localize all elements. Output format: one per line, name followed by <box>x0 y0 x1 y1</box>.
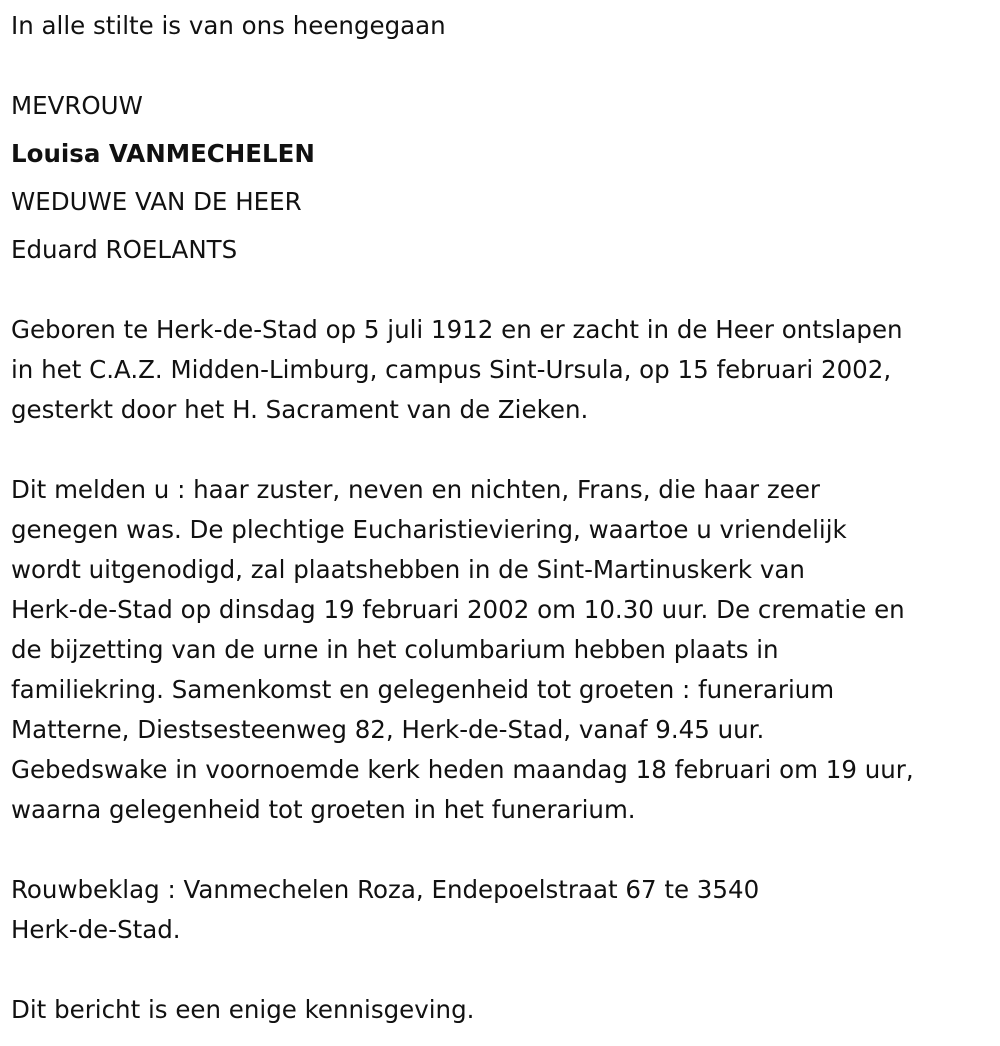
closing-text: Dit bericht is een enige kennisgeving. <box>11 995 475 1024</box>
title-prefix: MEVROUW <box>11 91 143 120</box>
intro-line: In alle stilte is van ons heengegaan <box>11 11 446 40</box>
mourning-paragraph <box>11 870 986 950</box>
announcement-paragraph <box>11 470 986 830</box>
paragraph-line: genegen was. De plechtige Eucharistieviering, waartoe u vriendelijk <box>11 515 847 544</box>
birth-paragraph <box>11 310 986 430</box>
relation-line: WEDUWE VAN DE HEER <box>11 187 302 216</box>
paragraph-line: de bijzetting van de urne in het columbarium hebben plaats in <box>11 635 779 664</box>
paragraph-line: gesterkt door het H. Sacrament van de Zieken. <box>11 395 589 424</box>
paragraph-line: Rouwbeklag : Vanmechelen Roza, Endepoelstraat 67 te 3540 <box>11 875 760 904</box>
paragraph-line: Matterne, Diestsesteenweg 82, Herk-de-Stad, vanaf 9.45 uur. <box>11 715 765 744</box>
paragraph-line: in het C.A.Z. Midden-Limburg, campus Sint-Ursula, op 15 februari 2002, <box>11 355 892 384</box>
closing-line <box>11 990 986 1030</box>
paragraph-line: familiekring. Samenkomst en gelegenheid tot groeten : funerarium <box>11 675 835 704</box>
paragraph-line: Gebedswake in voornoemde kerk heden maandag 18 februari om 19 uur, <box>11 755 914 784</box>
paragraph-line: Geboren te Herk-de-Stad op 5 juli 1912 en er zacht in de Heer ontslapen <box>11 315 903 344</box>
paragraph-line: waarna gelegenheid tot groeten in het funerarium. <box>11 795 636 824</box>
paragraph-line: wordt uitgenodigd, zal plaatshebben in de Sint-Martinuskerk van <box>11 555 805 584</box>
paragraph-line: Dit melden u : haar zuster, neven en nichten, Frans, die haar zeer <box>11 475 820 504</box>
paragraph-line: Herk-de-Stad. <box>11 915 181 944</box>
deceased-header <box>11 82 315 274</box>
deceased-name: Louisa VANMECHELEN <box>11 139 315 168</box>
spouse-name: Eduard ROELANTS <box>11 235 238 264</box>
paragraph-line: Herk-de-Stad op dinsdag 19 februari 2002 om 10.30 uur. De crematie en <box>11 595 905 624</box>
